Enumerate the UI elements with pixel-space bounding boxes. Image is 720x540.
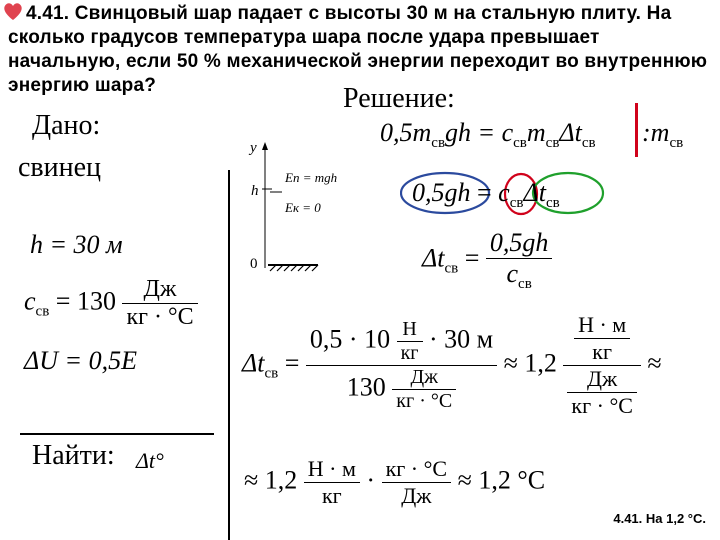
equation-divide: $:m_{св}$ [642, 118, 684, 151]
given-heading: Дано: [32, 110, 101, 141]
given-specific-heat: $c_{св} = 130$ $\frac{Дж}{кг \cdot ^\circ C}$ [24, 276, 198, 331]
calculation-line-1: $\Delta t_{св}$ = 0,5 · 10 $\frac{Н}{кг}$ · 30 м 130 $\frac{Дж}{кг \cdot ^\circ C}$ ≈ 1,2 $\frac{\frac{Н \cdot м}{кг}}{\frac{Дж}{кг \cdot ^\circ C}}$ ≈ [242, 312, 662, 418]
given-material: свинец [18, 152, 102, 183]
equation-simplified: $0,5gh = c_{св}\Delta t_{св}$ [412, 178, 560, 211]
answer-text: 4.41. На 1,2 °C. [613, 511, 706, 526]
find-heading: Найти: [32, 440, 115, 471]
division-bar [635, 103, 638, 157]
diagram-h-label: h [251, 183, 259, 199]
diagram-zero-label: 0 [250, 256, 258, 272]
divider-line [20, 433, 214, 435]
equation-delta-t: $\Delta t_{св}$ = $\frac{0,5gh}{c_{св}}$ [422, 228, 552, 293]
equation-energy-balance: $0,5m_{св}gh = c_{св}m_{св}\Delta t_{св}$ [380, 118, 596, 151]
diagram-kinetic-energy: Eк = 0 [285, 200, 321, 215]
solution-heading: Решение: [343, 83, 455, 114]
diagram-y-label: y [250, 140, 257, 156]
vertical-divider [228, 170, 230, 540]
calculation-line-2: ≈ 1,2 $\frac{Н \cdot м}{кг}$ · $\frac{кг \cdot ^\circ C}{Дж}$ ≈ 1,2 °C [244, 456, 546, 508]
problem-number: 4.41. [26, 3, 70, 24]
given-energy: ΔU = 0,5E [24, 346, 137, 375]
find-value: Δt° [136, 448, 164, 473]
problem-text: Свинцовый шар падает с высоты 30 м на стальную плиту. На сколько градусов температура шара после удара превышает начальную, если 50 % механической энергии переходит во внутреннюю энергию шара? [8, 3, 708, 96]
diagram-potential-energy: Eп = mgh [285, 170, 338, 185]
given-height: h = 30 м [30, 230, 123, 259]
